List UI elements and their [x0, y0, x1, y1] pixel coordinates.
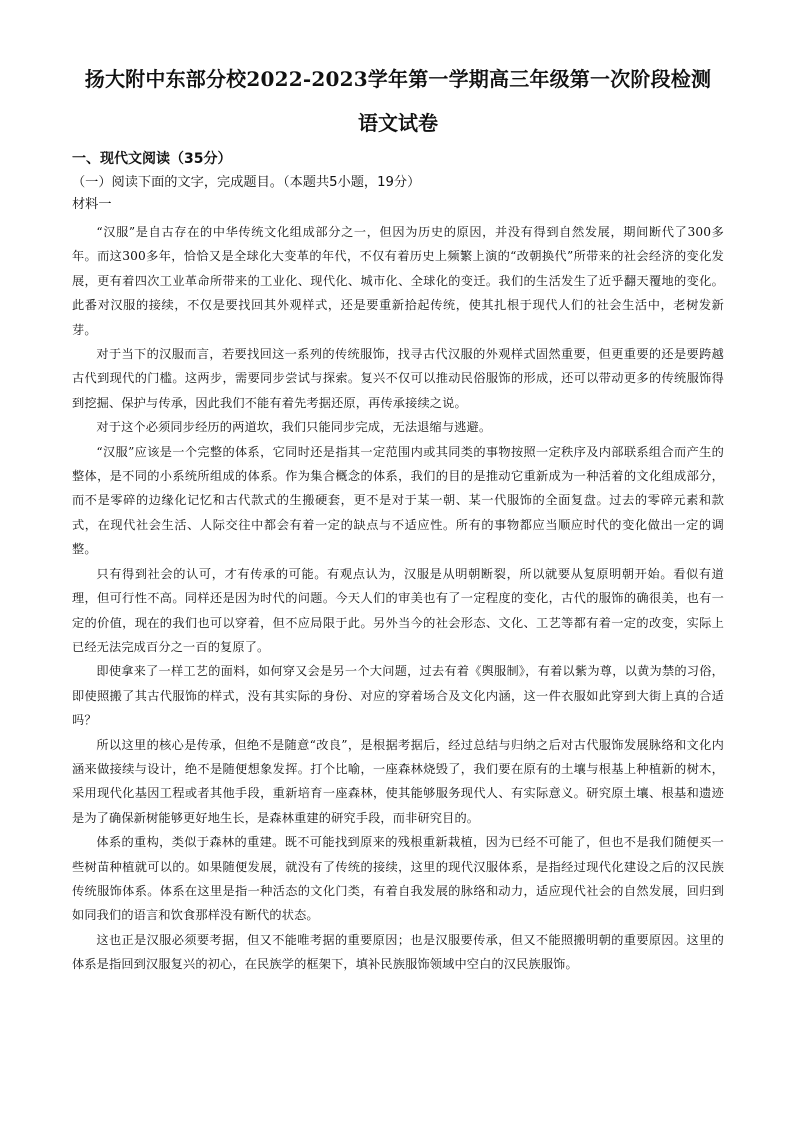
- exam-title: 扬大附中东部分校2022-2023学年第一学期高三年级第一次阶段检测: [84, 67, 712, 91]
- reading-instruction: （一）阅读下面的文字，完成题目。（本题共5小题，19分）: [72, 175, 421, 190]
- passage-paragraph: 即使拿来了一样工艺的面料，如何穿又会是另一个大问题，过去有着《舆服制》，有着以紫为尊，以黄为禁的习俗，即使照搬了其古代服饰的样式，没有其实际的身份、对应的穿着场合及文化内涵，这一件衣服如此穿到大街上真的合适吗？: [72, 664, 724, 728]
- exam-page: [72, 62, 724, 977]
- passage-paragraph: 只有得到社会的认可，才有传承的可能。有观点认为，汉服是从明朝断裂，所以就要从复原明朝开始。看似有道理，但可行性不高。同样还是因为时代的问题。今天人们的审美也有了一定程度的变化，古代的服饰的确很美，也有一定的价值，现在的我们也可以穿着，但不应局限于此。另外当今的社会形态、文化、工艺等都有着一定的改变，实际上已经无法完成百分之一百的复原了。: [72, 566, 724, 654]
- reading-passage: [72, 220, 724, 977]
- passage-paragraph: 这也正是汉服必须要考据，但又不能唯考据的重要原因；也是汉服要传承，但又不能照搬明朝的重要原因。这里的体系是指回到汉服复兴的初心，在民族学的框架下，填补民族服饰领域中空白的汉民族服饰。: [72, 932, 724, 972]
- material-label: 材料一: [72, 197, 112, 212]
- passage-paragraph: 所以这里的核心是传承，但绝不是随意“改良”，是根据考据后，经过总结与归纳之后对古代服饰发展脉络和文化内涵来做接续与设计，绝不是随便想象发挥。打个比喻，一座森林烧毁了，我们要在原有的土壤与根基上种植新的树木，采用现代化基因工程或者其他手段，重新培育一座森林，使其能够服务现代人、有实际意义。研究原土壤、根基和遗迹是为了确保新树能够更好地生长，是森林重建的研究手段，而非研究目的。: [72, 737, 724, 825]
- passage-paragraph: 体系的重构，类似于森林的重建。既不可能找到原来的残根重新栽植，因为已经不可能了，但也不是我们随便买一些树苗种植就可以的。如果随便发展，就没有了传统的接续，这里的现代汉服体系，是指经过现代化建设之后的汉民族传统服饰体系。体系在这里是指一种活态的文化门类，有着自我发展的脉络和动力，适应现代社会的自然发展，回归到如同我们的语言和饮食那样没有断代的状态。: [72, 835, 724, 923]
- passage-paragraph: “汉服”应该是一个完整的体系，它同时还是指其一定范围内或其同类的事物按照一定秩序及内部联系组合而产生的整体，是不同的小系统所组成的体系。作为集合概念的体系，我们的目的是推动它重新成为一种活着的文化组成部分，而不是零碎的边缘化记忆和古代款式的生搬硬套，更不是对于某一朝、某一代服饰的全面复盘。过去的零碎元素和款式，在现代社会生活、人际交往中都会有着一定的缺点与不适应性。所有的事物都应当顺应时代的变化做出一定的调整。: [72, 444, 724, 557]
- section-heading: 一、现代文阅读（35分）: [72, 151, 232, 167]
- passage-paragraph: 对于当下的汉服而言，若要找回这一系列的传统服饰，找寻古代汉服的外观样式固然重要，但更重要的还是要跨越古代到现代的门槛。这两步，需要同步尝试与探索。复兴不仅可以推动民俗服饰的形成，还可以带动更多的传统服饰得到挖掘、保护与传承，因此我们不能有着先考据还原，再传承接续之说。: [72, 347, 724, 410]
- passage-paragraph: 对于这个必须同步经历的两道坎，我们只能同步完成，无法退缩与逃避。: [96, 420, 492, 435]
- passage-paragraph: “汉服”是自古存在的中华传统文化组成部分之一，但因为历史的原因，并没有得到自然发展，期间断代了300多年。而这300多年，恰恰又是全球化大变革的年代，不仅有着历史上频繁上演的“改朝换代”所带来的社会经济的变化发展，更有着四次工业革命所带来的工业化、现代化、城市化、全球化的变迁。我们的生活发生了近乎翻天覆地的变化。此番对汉服的接续，不仅是要找回其外观样式，还是要重新拾起传统，使其扎根于现代人们的社会生活中，老树发新芽。: [72, 225, 724, 337]
- exam-subtitle: 语文试卷: [358, 111, 438, 135]
